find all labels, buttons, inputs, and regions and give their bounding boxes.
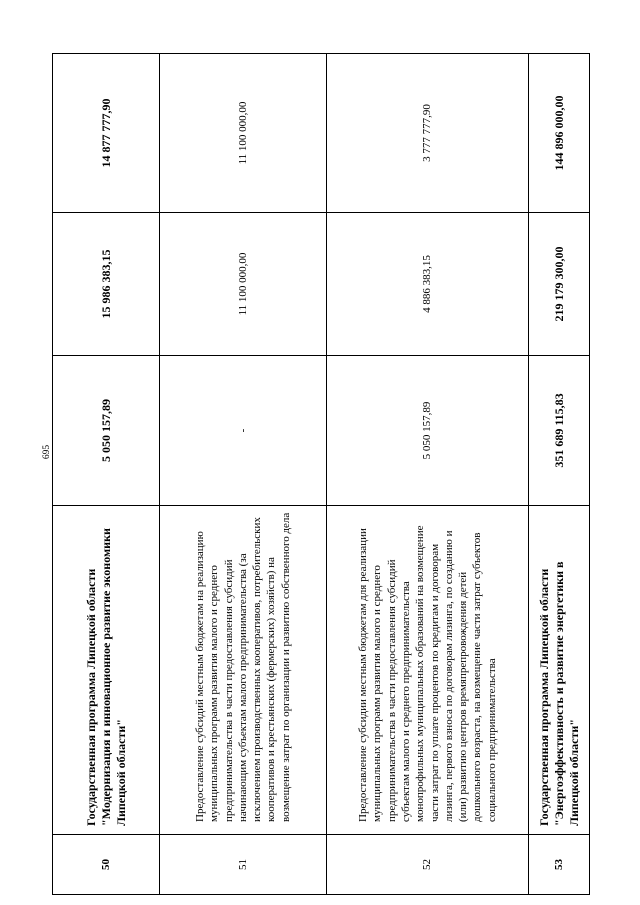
row-description: Государственная программа Липецкой области "Энергоэффективность и развитие энергетики в Липецкой области" bbox=[528, 506, 589, 835]
page-number: 695 bbox=[42, 444, 52, 460]
table-row bbox=[159, 54, 326, 895]
table-row bbox=[52, 54, 159, 895]
amount-cell: 5 050 157,89 bbox=[52, 356, 159, 506]
row-description: Предоставление субсидий местным бюджетам на реализацию муниципальных программ развития малого и среднего предпринимательства в части предоставления субсидий начинающим субъектам малого предпринимательства (за исключением производственных кооперативов, потребительских кооперативов и крестьянских (фермерских) хозяйств) на возмещение затрат по организации и развитию собственного дела bbox=[159, 506, 326, 835]
table-row bbox=[326, 54, 528, 895]
amount-cell: 3 777 777,90 bbox=[326, 54, 528, 213]
amount-cell: 14 877 777,90 bbox=[52, 54, 159, 213]
table-row bbox=[528, 54, 589, 895]
budget-table bbox=[52, 53, 590, 895]
row-description: Государственная программа Липецкой области "Модернизация и инновационное развитие экономики Липецкой области" bbox=[52, 506, 159, 835]
row-number: 53 bbox=[528, 835, 589, 895]
amount-cell: 219 179 300,00 bbox=[528, 213, 589, 356]
amount-cell: 5 050 157,89 bbox=[326, 356, 528, 506]
amount-cell: 4 886 383,15 bbox=[326, 213, 528, 356]
amount-cell: 351 689 115,83 bbox=[528, 356, 589, 506]
row-description: Предоставление субсидии местным бюджетам для реализации муниципальных программ развития малого и среднего предпринимательства в части предоставления субсидий субъектам малого и среднего предпринимательства монопрофильных муниципальных образований на возмещение части затрат по уплате процентов по кредитам и договорам лизинга, первого взноса по договорам лизинга, по созданию и (или) развитию центров времяпрепровождения детей дошкольного возраста, на возмещение части затрат субъектов социального предпринимательства bbox=[326, 506, 528, 835]
row-number: 50 bbox=[52, 835, 159, 895]
row-number: 51 bbox=[159, 835, 326, 895]
amount-cell: 11 100 000,00 bbox=[159, 54, 326, 213]
amount-cell: 11 100 000,00 bbox=[159, 213, 326, 356]
row-number: 52 bbox=[326, 835, 528, 895]
amount-cell: - bbox=[159, 356, 326, 506]
amount-cell: 15 986 383,15 bbox=[52, 213, 159, 356]
amount-cell: 144 896 000,00 bbox=[528, 54, 589, 213]
rotated-page-content bbox=[52, 54, 589, 895]
